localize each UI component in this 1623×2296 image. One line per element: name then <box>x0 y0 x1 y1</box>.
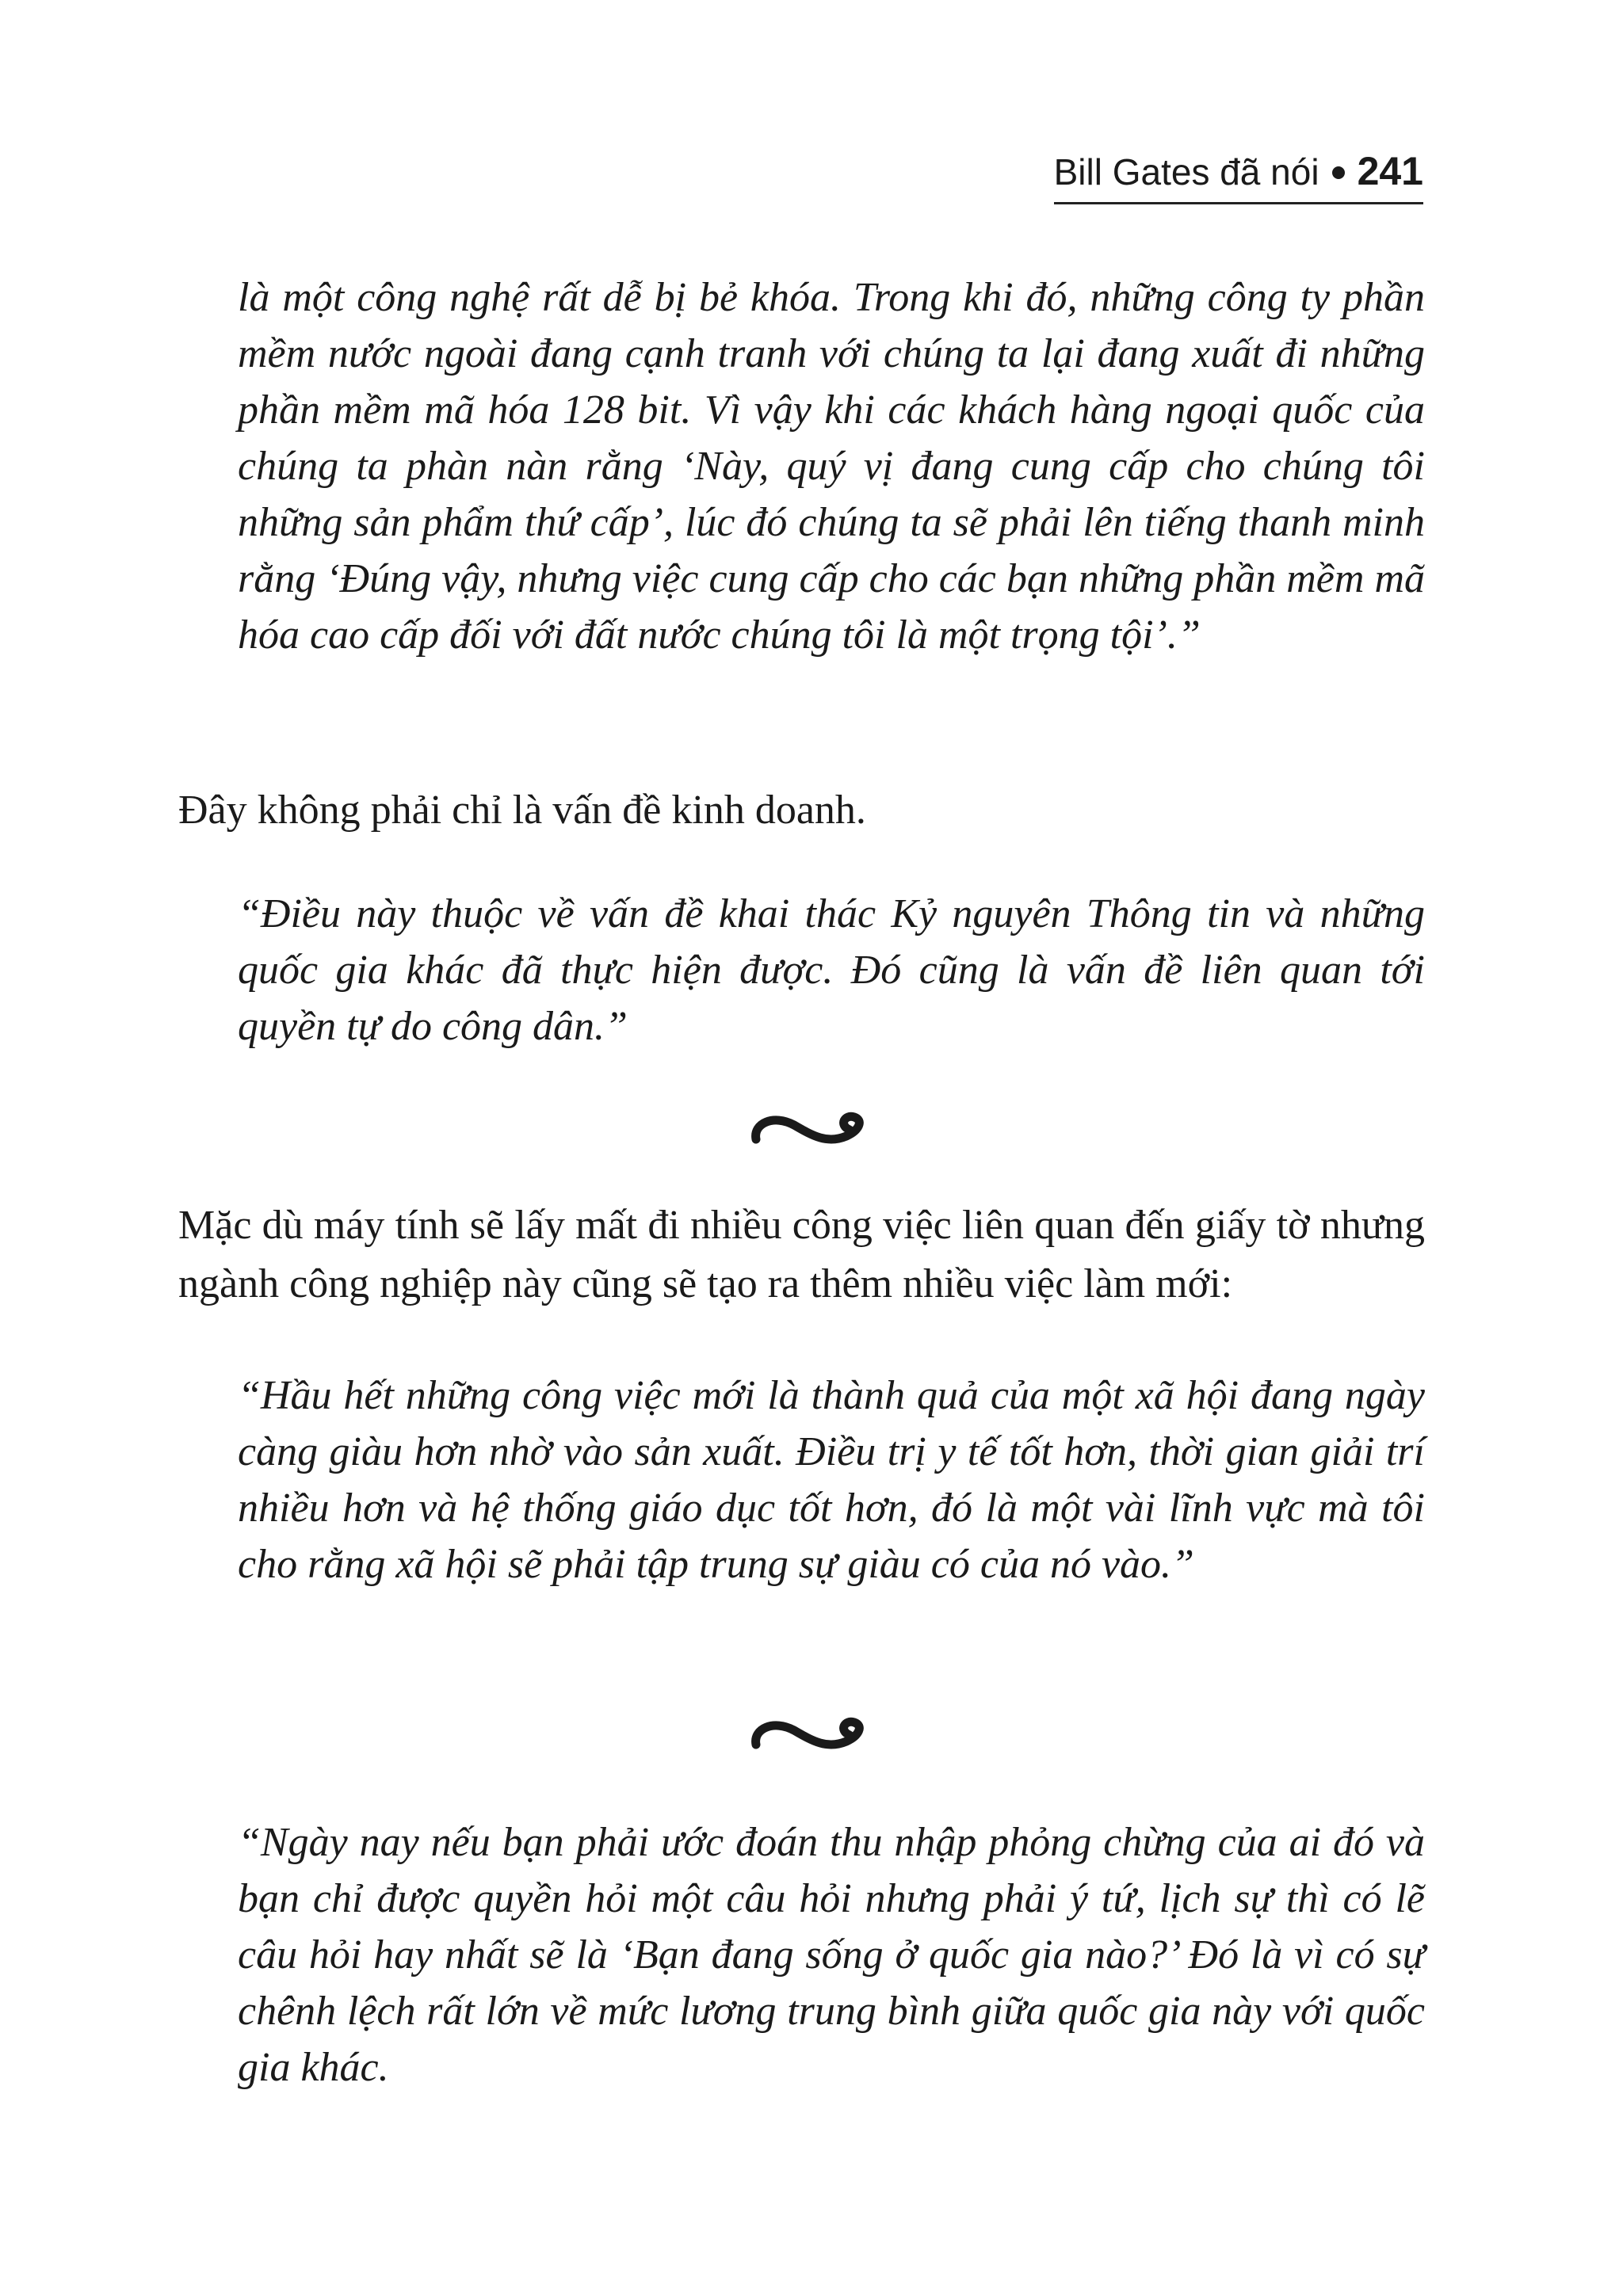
quote-block-4: “Ngày nay nếu bạn phải ước đoán thu nhập phỏng chừng của ai đó và bạn chỉ được quyền hỏi một câu hỏi nhưng phải ý tứ, lịch sự thì có lẽ câu hỏi hay nhất sẽ là ‘Bạn đang sống ở quốc gia nào?’ Đó là vì có sự chênh lệch rất lớn về mức lương trung bình giữa quốc gia này với quốc gia khác. <box>238 1820 1425 2090</box>
section-break-ornament-icon <box>745 1106 880 1154</box>
bullet-separator-icon <box>1332 166 1345 179</box>
body-paragraph-2: Mặc dù máy tính sẽ lấy mất đi nhiều công việc liên quan đến giấy tờ nhưng ngành công nghiệp này cũng sẽ tạo ra thêm nhiều việc làm mới: <box>178 1203 1425 1306</box>
quote-block-3: “Hầu hết những công việc mới là thành quả của một xã hội đang ngày càng giàu hơn nhờ vào sản xuất. Điều trị y tế tốt hơn, thời gian giải trí nhiều hơn và hệ thống giáo dục tốt hơn, đó là một vài lĩnh vực mà tôi cho rằng xã hội sẽ phải tập trung sự giàu có của nó vào.” <box>238 1373 1425 1587</box>
running-title: Bill Gates đã nói <box>1053 151 1319 193</box>
running-header <box>1054 149 1423 204</box>
body-paragraph-1: Đây không phải chỉ là vấn đề kinh doanh. <box>178 788 866 833</box>
quote-block-2: “Điều này thuộc về vấn đề khai thác Kỷ nguyên Thông tin và những quốc gia khác đã thực hiện được. Đó cũng là vấn đề liên quan tới quyền tự do công dân.” <box>238 891 1425 1049</box>
section-break-ornament-icon <box>745 1711 880 1759</box>
page-number: 241 <box>1357 149 1423 193</box>
quote-block-1: là một công nghệ rất dễ bị bẻ khóa. Trong khi đó, những công ty phần mềm nước ngoài đang cạnh tranh với chúng ta lại đang xuất đi những phần mềm mã hóa 128 bit. Vì vậy khi các khách hàng ngoại quốc của chúng ta phàn nàn rằng ‘Này, quý vị đang cung cấp cho chúng tôi những sản phẩm thứ cấp’, lúc đó chúng ta sẽ phải lên tiếng thanh minh rằng ‘Đúng vậy, nhưng việc cung cấp cho các bạn những phần mềm mã hóa cao cấp đối với đất nước chúng tôi là một trọng tội’.” <box>238 275 1425 658</box>
